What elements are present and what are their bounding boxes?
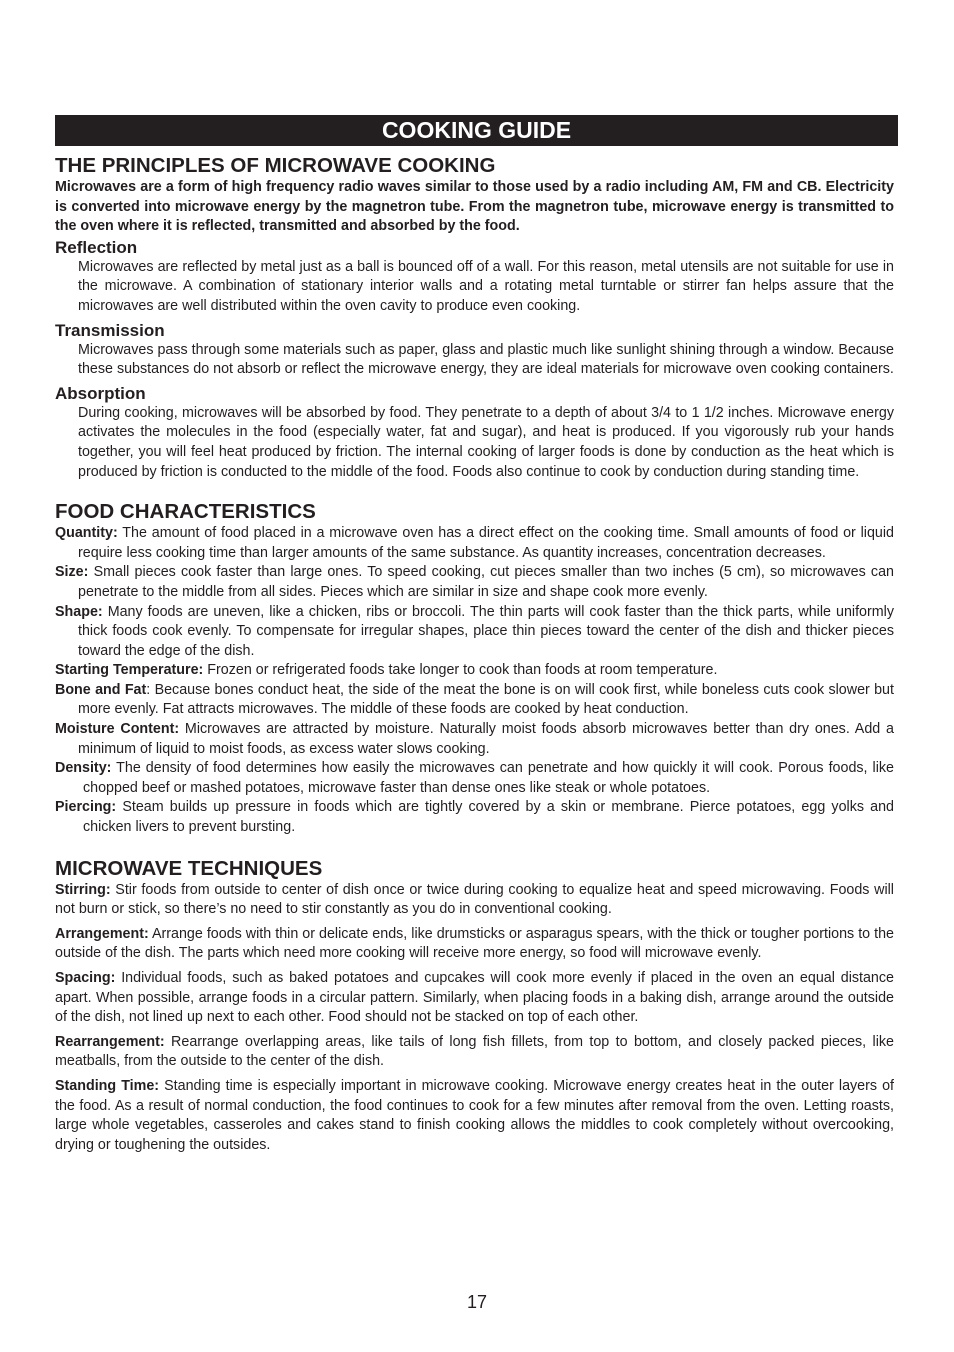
- technique-spacing: [55, 969, 894, 1028]
- technique-stirring: [55, 881, 894, 920]
- technique-text: Standing time is especially important in microwave cooking. Microwave energy creates heat in the outer layers of the food. As a result of normal conduction, the food continues to cook for a few minutes after removal from the oven. Letting roasts, large whole vegetables, casseroles and cakes stand to finish cooking allows the middles to cook completely without overcooking, drying or toughening the outsides.: [55, 1077, 895, 1153]
- food-item-piercing: [55, 798, 894, 837]
- food-text: Steam builds up pressure in foods which are tightly covered by a skin or membrane. Pierce potatoes, egg yolks and chicken livers to prevent bursting.: [83, 799, 894, 836]
- page-number: 17: [466, 1292, 488, 1312]
- technique-term: Arrangement:: [55, 925, 149, 942]
- food-term: Starting Temperature:: [55, 662, 204, 679]
- reflection-title: Reflection: [55, 237, 138, 257]
- techniques-heading: MICROWAVE TECHNIQUES: [55, 856, 323, 880]
- technique-term: Spacing:: [55, 970, 116, 986]
- food-heading: FOOD CHARACTERISTICS: [55, 500, 316, 524]
- food-text: Microwaves are attracted by moisture. Naturally moist foods absorb microwaves better than dry ones. Add a minimum of liquid to moist foods, as excess water slows cooking.: [78, 721, 894, 757]
- food-item-starting-temperature: [55, 661, 894, 681]
- food-text: The density of food determines how easily the microwaves can penetrate and how quickly it will cook. Porous foods, like chopped beef or mashed potatoes, microwave faster than dense ones like steak or whole potatoes.: [83, 760, 894, 796]
- techniques-list: [55, 881, 894, 1156]
- food-term: Quantity:: [55, 525, 118, 542]
- reflection-text: Microwaves are reflected by metal just as a ball is bounced off of a wall. For this reason, metal utensils are not suitable for use in the microwave. A combination of stationary interior walls and a rotating metal turntable or stirrer fan helps assure that the microwaves are well distributed within the oven cavity to produce even cooking.: [78, 258, 894, 314]
- technique-text: Stir foods from outside to center of dish once or twice during cooking to equalize heat and speed microwaving. Foods will not burn or stick, so there’s no need to stir constantly as you do in conventional cooking.: [55, 881, 894, 918]
- food-term: Bone and Fat: [55, 681, 147, 698]
- food-item-shape: [55, 603, 894, 662]
- technique-term: Rearrangement:: [55, 1033, 165, 1050]
- food-item-quantity: [55, 524, 894, 563]
- food-text: : Because bones conduct heat, the side of the meat the bone is on will cook first, while boneless cuts cook slower but more evenly. Fat attracts microwaves. The middle of these foods are cooked by heat conduction.: [78, 681, 894, 718]
- absorption-text: During cooking, microwaves will be absorbed by food. They penetrate to a depth of about 3/4 to 1 1/2 inches. Microwave energy activates the molecules in the food (especially water, fat and sugar), and heat is produced. If you vigorously rub your hands together, you will feel heat produced by friction. The internal cooking of larger foods is done by conduction as the heat which is produced by friction is conducted to the middle of the food. Foods also continue to cook by conduction during standing time.: [78, 404, 894, 480]
- food-term: Size:: [55, 564, 89, 581]
- technique-text: Individual foods, such as baked potatoes and cupcakes will cook more evenly if placed in the oven an equal distance apart. When possible, arrange foods in a circular pattern. Similarly, when placing foods in a baking dish, arrange around the outside of the dish, not lined up next to each other. Food should not be stacked on top of each other.: [55, 970, 894, 1026]
- food-text: Small pieces cook faster than large ones. To speed cooking, cut pieces smaller than two inches (5 cm), so microwaves can penetrate to the middle from all sides. Pieces which are similar in size and shape cook more evenly.: [78, 564, 894, 600]
- principles-intro: Microwaves are a form of high frequency radio waves similar to those used by a radio including AM, FM and CB. Electricity is converted into microwave energy by the magnetron tube. From the magnetron tube, microwave energy is transmitted to the oven where it is reflected, transmitted and absorbed by the food.: [55, 179, 894, 235]
- technique-rearrangement: [55, 1033, 894, 1072]
- technique-text: Arrange foods with thin or delicate ends, like drumsticks or asparagus spears, with the thick or tougher portions to the outside of the dish. The parts which need more cooking will receive more energy, so food will microwave evenly.: [55, 925, 894, 962]
- food-text: The amount of food placed in a microwave oven has a direct effect on the cooking time. Small amounts of food or liquid require less cooking time than larger amounts of the same substance. As quantity increases, concentration decreases.: [78, 525, 894, 561]
- transmission-text: Microwaves pass through some materials such as paper, glass and plastic much like sunlight shining through a window. Because these substances do not absorb or reflect the microwave energy, they are ideal materials for microwave oven cooking containers.: [78, 341, 894, 378]
- technique-term: Stirring:: [55, 881, 111, 898]
- transmission-title: Transmission: [55, 320, 165, 340]
- technique-term: Standing Time:: [55, 1077, 160, 1094]
- absorption-title: Absorption: [55, 383, 146, 403]
- food-term: Piercing:: [55, 799, 117, 816]
- food-term: Shape:: [55, 603, 103, 620]
- technique-text: Rearrange overlapping areas, like tails of long fish fillets, from top to bottom, and closely packed pieces, like meatballs, from the outside to the center of the dish.: [55, 1033, 894, 1070]
- food-item-density: [55, 759, 894, 798]
- food-text: Many foods are uneven, like a chicken, ribs or broccoli. The thin parts will cook faster than the thick parts, while uniformly thick foods cook evenly. To compensate for irregular shapes, place thin pieces toward the center of the dish and thicker pieces toward the edge of the dish.: [78, 603, 894, 659]
- food-term: Moisture Content:: [55, 721, 180, 738]
- food-item-size: [55, 563, 894, 602]
- principles-heading: THE PRINCIPLES OF MICROWAVE COOKING: [55, 154, 496, 177]
- food-list: [55, 524, 894, 838]
- food-item-bone-and-fat: [55, 681, 894, 720]
- technique-arrangement: [55, 925, 894, 964]
- food-text: Frozen or refrigerated foods take longer to cook than foods at room temperature.: [203, 662, 718, 679]
- food-item-moisture-content: [55, 720, 894, 759]
- technique-standing-time: [55, 1077, 894, 1155]
- section-banner: COOKING GUIDE: [55, 115, 898, 146]
- food-term: Density:: [55, 760, 112, 777]
- page-content: [55, 115, 894, 1160]
